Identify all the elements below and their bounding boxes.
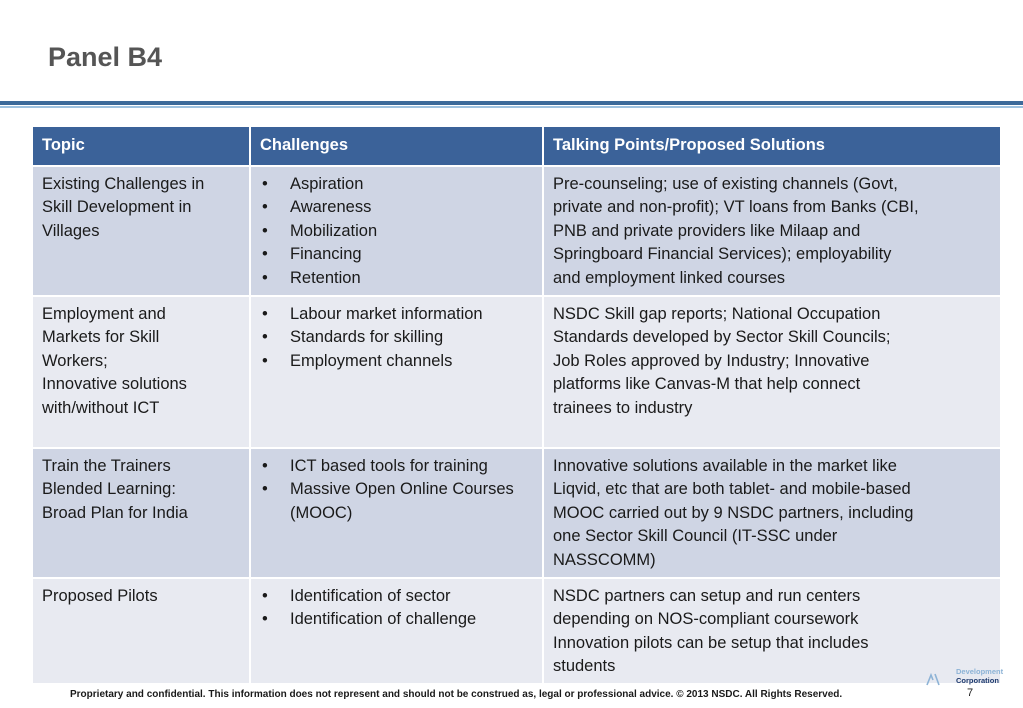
slide-title: Panel B4 bbox=[48, 42, 163, 72]
header-challenges: Challenges bbox=[250, 126, 543, 166]
challenge-item: • Identification of challenge bbox=[260, 608, 533, 632]
topic-line: Innovative solutions bbox=[42, 375, 187, 394]
table-header-row bbox=[32, 126, 1001, 166]
solution-line: MOOC carried out by 9 NSDC partners, including bbox=[553, 503, 914, 522]
solution-cell bbox=[543, 166, 1001, 296]
header-solutions: Talking Points/Proposed Solutions bbox=[543, 126, 1001, 166]
topic-line: Employment and bbox=[42, 304, 166, 323]
challenge-item: • Identification of sector bbox=[260, 585, 533, 609]
challenge-item: • ICT based tools for training bbox=[260, 455, 533, 479]
topic-line: Blended Learning: bbox=[42, 480, 176, 499]
solution-line: one Sector Skill Council (IT-SSC under bbox=[553, 527, 838, 546]
topic-cell bbox=[32, 448, 250, 578]
panel-table bbox=[31, 125, 1002, 685]
solution-line: Innovation pilots can be setup that includes bbox=[553, 633, 869, 652]
challenge-item: • Financing bbox=[260, 243, 533, 267]
challenge-item: • Employment channels bbox=[260, 350, 533, 374]
solution-line: NSDC Skill gap reports; National Occupation bbox=[553, 304, 881, 323]
logo-text-development: Development bbox=[956, 667, 1004, 676]
challenge-item: • Awareness bbox=[260, 196, 533, 220]
challenge-item: • Standards for skilling bbox=[260, 326, 533, 350]
solution-cell bbox=[543, 296, 1001, 448]
topic-line: Proposed Pilots bbox=[42, 586, 158, 605]
solution-line: students bbox=[553, 657, 616, 676]
topic-cell bbox=[32, 578, 250, 684]
solution-line: and employment linked courses bbox=[553, 268, 786, 287]
solution-line: Standards developed by Sector Skill Councils; bbox=[553, 328, 891, 347]
topic-line: Broad Plan for India bbox=[42, 503, 188, 522]
solution-line: Liqvid, etc that are both tablet- and mobile-based bbox=[553, 480, 911, 499]
topic-cell bbox=[32, 166, 250, 296]
table-row bbox=[32, 578, 1001, 684]
solution-line: NSDC partners can setup and run centers bbox=[553, 586, 861, 605]
topic-line: Train the Trainers bbox=[42, 456, 171, 475]
solution-line: Pre-counseling; use of existing channels (Govt, bbox=[553, 174, 898, 193]
solution-line: platforms like Canvas-M that help connect bbox=[553, 375, 861, 394]
challenges-cell bbox=[250, 448, 543, 578]
logo-mark-icon bbox=[926, 670, 940, 686]
topic-line: with/without ICT bbox=[42, 398, 160, 417]
challenges-cell bbox=[250, 166, 543, 296]
solution-line: Springboard Financial Services); employability bbox=[553, 245, 892, 264]
title-divider bbox=[0, 101, 1023, 105]
challenge-item: • Aspiration bbox=[260, 173, 533, 197]
topic-line: Markets for Skill bbox=[42, 328, 160, 347]
topic-cell bbox=[32, 296, 250, 448]
title-divider-accent bbox=[0, 106, 1023, 108]
table-row bbox=[32, 166, 1001, 296]
challenge-item: • Mobilization bbox=[260, 220, 533, 244]
page-number: 7 bbox=[967, 687, 974, 699]
challenge-item: • Labour market information bbox=[260, 303, 533, 327]
challenges-cell bbox=[250, 578, 543, 684]
solution-line: trainees to industry bbox=[553, 398, 693, 417]
solution-line: private and non-profit); VT loans from Banks (CBI, bbox=[553, 198, 919, 217]
challenge-item: • Retention bbox=[260, 267, 533, 291]
table-row bbox=[32, 296, 1001, 448]
solution-line: Innovative solutions available in the market like bbox=[553, 456, 897, 475]
header-topic: Topic bbox=[32, 126, 250, 166]
topic-line: Villages bbox=[42, 221, 100, 240]
topic-line: Workers; bbox=[42, 351, 108, 370]
solution-line: depending on NOS-compliant coursework bbox=[553, 610, 859, 629]
solution-line: Job Roles approved by Industry; Innovative bbox=[553, 351, 870, 370]
topic-line: Existing Challenges in bbox=[42, 174, 205, 193]
nsdc-logo bbox=[926, 664, 1023, 688]
table-row bbox=[32, 448, 1001, 578]
confidentiality-footer: Proprietary and confidential. This information does not represent and should not be construed as, legal or professional advice. © 2013 NSDC. All Rights Reserved. bbox=[70, 689, 843, 700]
solution-line: PNB and private providers like Milaap and bbox=[553, 221, 861, 240]
topic-line: Skill Development in bbox=[42, 198, 192, 217]
solution-cell bbox=[543, 448, 1001, 578]
challenges-cell bbox=[250, 296, 543, 448]
solution-line: NASSCOMM) bbox=[553, 550, 656, 569]
challenge-item: • Massive Open Online Courses (MOOC) bbox=[260, 478, 533, 525]
logo-text-corporation: Corporation bbox=[956, 676, 999, 685]
